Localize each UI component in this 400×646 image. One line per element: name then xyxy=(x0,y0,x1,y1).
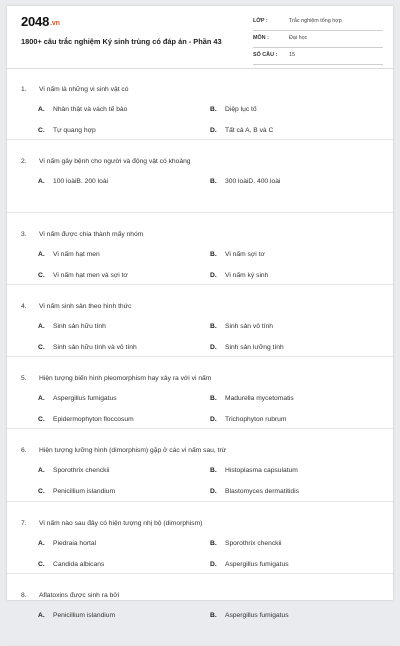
meta-row-class xyxy=(253,14,383,31)
option-text: Sinh sản hữu tính và vô tính xyxy=(53,343,137,351)
question-item xyxy=(7,68,393,140)
question-number: 1. xyxy=(21,86,27,93)
option-letter: A. xyxy=(38,612,45,620)
option-letter: D. xyxy=(210,560,217,568)
question-text xyxy=(21,447,226,454)
option-text: Sporothrix chenckii xyxy=(225,539,282,547)
option-text: Vi nấm sợi tơ xyxy=(225,250,265,258)
question-stem: Vi nấm được chia thành mấy nhóm xyxy=(39,230,144,238)
option-b[interactable] xyxy=(210,467,298,474)
question-number: 4. xyxy=(21,302,27,310)
question-stem: Vi nấm sinh sản theo hình thức xyxy=(39,302,132,310)
meta-value: Đại học xyxy=(289,35,308,41)
option-letter: C. xyxy=(38,488,45,496)
option-text: Epidermophyton floccosum xyxy=(53,416,134,424)
option-d[interactable] xyxy=(210,127,273,134)
question-item xyxy=(7,213,393,285)
meta-label: SỐ CÂU : xyxy=(253,52,278,58)
option-b[interactable] xyxy=(210,395,294,402)
option-text: Sinh sản lưỡng tính xyxy=(225,343,284,351)
option-letter: A. xyxy=(38,250,45,258)
question-item xyxy=(7,285,393,357)
option-a[interactable] xyxy=(38,323,106,330)
option-b[interactable] xyxy=(210,106,257,113)
question-text xyxy=(21,375,211,382)
option-letter: B. xyxy=(210,250,217,258)
question-stem: Vi nấm nào sau đây có hiện tượng nhị bộ (dimorphism) xyxy=(39,519,203,527)
option-text: 100 loàiB. 200 loài xyxy=(53,178,109,186)
option-a[interactable] xyxy=(38,612,115,619)
meta-value: Trắc nghiệm tổng hợp xyxy=(289,18,342,24)
question-item xyxy=(7,502,393,574)
option-c[interactable] xyxy=(38,272,128,279)
option-d[interactable] xyxy=(210,488,299,495)
option-letter: A. xyxy=(38,178,45,186)
option-letter: D. xyxy=(210,271,217,279)
option-c[interactable] xyxy=(38,344,137,351)
option-c[interactable] xyxy=(38,488,115,495)
option-text: Sinh sản vô tính xyxy=(225,322,273,330)
question-text xyxy=(21,86,128,93)
meta-label: LỚP : xyxy=(253,18,268,24)
question-text xyxy=(21,592,119,599)
page-header xyxy=(7,6,393,69)
option-letter: D. xyxy=(210,488,217,496)
option-letter: A. xyxy=(38,467,45,475)
option-text: 300 loàiD. 400 loài xyxy=(225,178,281,186)
option-text: Candida albicans xyxy=(53,560,105,568)
option-letter: B. xyxy=(210,322,217,330)
option-b[interactable] xyxy=(210,540,282,547)
option-letter: B. xyxy=(210,467,217,475)
meta-table xyxy=(253,14,383,65)
option-letter: C. xyxy=(38,416,45,424)
option-letter: B. xyxy=(210,106,217,113)
option-letter: C. xyxy=(38,271,45,279)
question-number: 6. xyxy=(21,447,27,455)
option-text: Aspergillus fumigatus xyxy=(225,612,289,620)
question-item xyxy=(7,429,393,501)
option-letter: D. xyxy=(210,343,217,351)
option-text: Vi nấm hạt men xyxy=(53,250,100,258)
option-text: Penicillium islandium xyxy=(53,612,116,620)
question-number: 8. xyxy=(21,592,27,600)
option-text: Diệp lục tố xyxy=(225,106,257,113)
question-item xyxy=(7,357,393,429)
option-letter: A. xyxy=(38,106,45,113)
option-c[interactable] xyxy=(38,561,104,568)
option-text: Sinh sản hữu tính xyxy=(53,322,106,330)
question-text xyxy=(21,231,143,238)
option-a[interactable] xyxy=(38,178,108,185)
option-c[interactable] xyxy=(38,416,134,423)
option-d[interactable] xyxy=(210,272,268,279)
question-text xyxy=(21,158,191,165)
question-number: 5. xyxy=(21,375,27,383)
question-stem: Vi nấm gây bệnh cho người và động vật có khoảng xyxy=(39,158,191,166)
question-text xyxy=(21,303,131,310)
option-letter: C. xyxy=(38,343,45,351)
option-letter: B. xyxy=(210,178,217,186)
option-letter: B. xyxy=(210,395,217,403)
option-letter: B. xyxy=(210,539,217,547)
option-letter: B. xyxy=(210,612,217,620)
site-logo[interactable] xyxy=(21,14,60,29)
option-b[interactable] xyxy=(210,178,280,185)
option-c[interactable] xyxy=(38,127,96,134)
option-letter: A. xyxy=(38,322,45,330)
question-number: 3. xyxy=(21,230,27,238)
option-d[interactable] xyxy=(210,344,284,351)
question-number: 7. xyxy=(21,519,27,527)
quiz-page xyxy=(7,6,393,620)
option-a[interactable] xyxy=(38,540,96,547)
option-text: Nhân thật và vách tế bào xyxy=(53,106,128,113)
option-letter: C. xyxy=(38,560,45,568)
option-text: Tự quang hợp xyxy=(53,127,96,134)
option-a[interactable] xyxy=(38,395,117,402)
option-d[interactable] xyxy=(210,561,289,568)
option-text: Tất cả A, B và C xyxy=(225,127,274,134)
meta-row-subject xyxy=(253,31,383,48)
question-stem: Hiện tượng biến hình pleomorphism hay xảy ra với vi nấm xyxy=(39,375,212,383)
question-stem: Hiện tượng lưỡng hình (dimorphism) gặp ở các vi nấm sau, trừ xyxy=(39,447,227,455)
page-title: 1800+ câu trắc nghiệm Ký sinh trùng có đáp án - Phần 43 xyxy=(21,37,222,46)
option-a[interactable] xyxy=(38,467,110,474)
option-letter: A. xyxy=(38,539,45,547)
question-list xyxy=(7,68,393,646)
question-stem: Vi nấm là những vi sinh vật có xyxy=(39,86,129,93)
meta-label: MÔN : xyxy=(253,35,269,41)
option-text: Vi nấm ký sinh xyxy=(225,271,269,279)
question-number: 2. xyxy=(21,158,27,166)
option-letter: D. xyxy=(210,127,217,134)
question-text xyxy=(21,520,202,527)
option-b[interactable] xyxy=(210,323,273,330)
option-text: Blastomyces dermatitidis xyxy=(225,488,299,496)
option-letter: D. xyxy=(210,416,217,424)
logo-suffix[interactable]: .vn xyxy=(50,20,60,27)
option-a[interactable] xyxy=(38,106,127,113)
option-text: Trichophyton rubrum xyxy=(225,416,287,424)
option-b[interactable] xyxy=(210,612,289,619)
option-text: Piedraia hortal xyxy=(53,539,97,547)
option-text: Penicillium islandium xyxy=(53,488,116,496)
option-text: Aspergillus fumigatus xyxy=(53,395,117,403)
option-text: Vi nấm hạt men và sợi tơ xyxy=(53,271,128,279)
option-text: Madurella mycetomatis xyxy=(225,395,294,403)
logo-text[interactable]: 2048 xyxy=(21,14,50,29)
meta-value: 15 xyxy=(289,52,295,58)
option-text: Aspergillus fumigatus xyxy=(225,560,289,568)
option-b[interactable] xyxy=(210,251,265,258)
option-text: Sporothrix chenckii xyxy=(53,467,110,475)
question-stem: Aflatoxins được sinh ra bởi xyxy=(39,592,120,600)
option-d[interactable] xyxy=(210,416,286,423)
meta-row-count xyxy=(253,48,383,65)
option-letter: C. xyxy=(38,127,45,134)
option-letter: A. xyxy=(38,395,45,403)
question-item xyxy=(7,574,393,646)
option-text: Histoplasma capsulatum xyxy=(225,467,298,475)
question-item xyxy=(7,140,393,212)
option-a[interactable] xyxy=(38,251,100,258)
